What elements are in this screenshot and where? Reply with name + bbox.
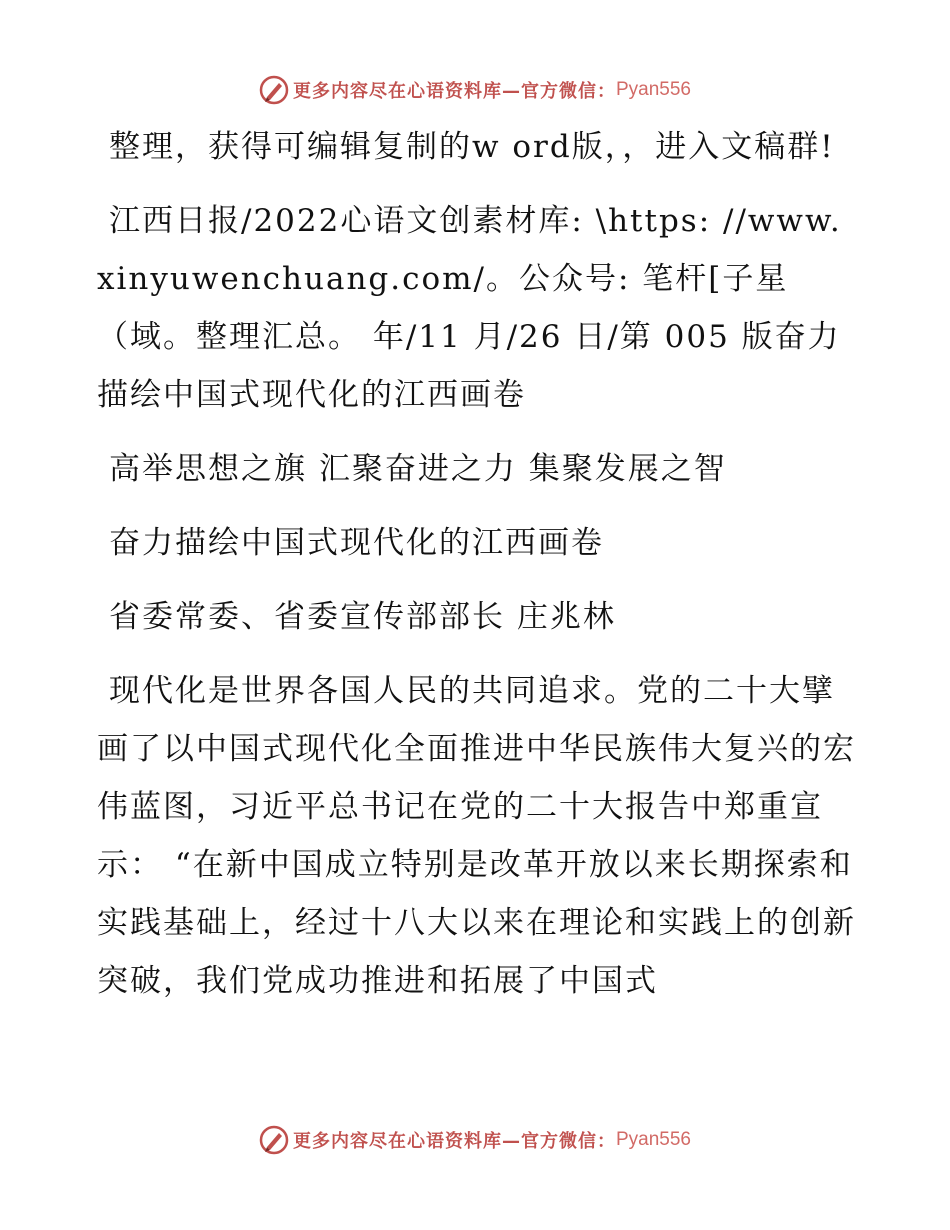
document-body <box>97 118 857 1026</box>
footer-banner <box>0 1120 950 1160</box>
banner-text: 更多内容尽在心语资料库—官方微信： <box>292 1131 616 1152</box>
paragraph-headline-1: 高举思想之旗 汇聚奋进之力 集聚发展之智 <box>109 451 727 487</box>
pen-circle-logo-icon <box>259 1125 289 1155</box>
paragraph-author: 省委常委、省委宣传部部长 庄兆林 <box>109 599 616 635</box>
paragraph-intro: 整理，获得可编辑复制的w ord版，，进入文稿群! <box>109 129 835 165</box>
paragraph-source: 江西日报/2022心语文创素材库: \https: //www.xinyuwenchuang.com/。公众号: 笔杆[子星（域。整理汇总。 年/11 月/26 日/第 005 版奋力描绘中国式现代化的江西画卷 <box>97 203 842 413</box>
header-banner <box>0 70 950 110</box>
paragraph-headline-2: 奋力描绘中国式现代化的江西画卷 <box>109 525 604 561</box>
banner-text: 更多内容尽在心语资料库—官方微信： <box>292 81 616 102</box>
banner-handle: Pyan556 <box>615 1129 691 1150</box>
pen-circle-logo-icon <box>259 75 289 105</box>
paragraph-body: 现代化是世界各国人民的共同追求。党的二十大擘画了以中国式现代化全面推进中华民族伟大复兴的宏伟蓝图，习近平总书记在党的二十大报告中郑重宣示： “在新中国成立特别是改革开放以来长期探索和实践基础上，经过十八大以来在理论和实践上的创新突破，我们党成功推进和拓展了中国式 <box>97 673 856 999</box>
banner-handle: Pyan556 <box>615 79 691 100</box>
